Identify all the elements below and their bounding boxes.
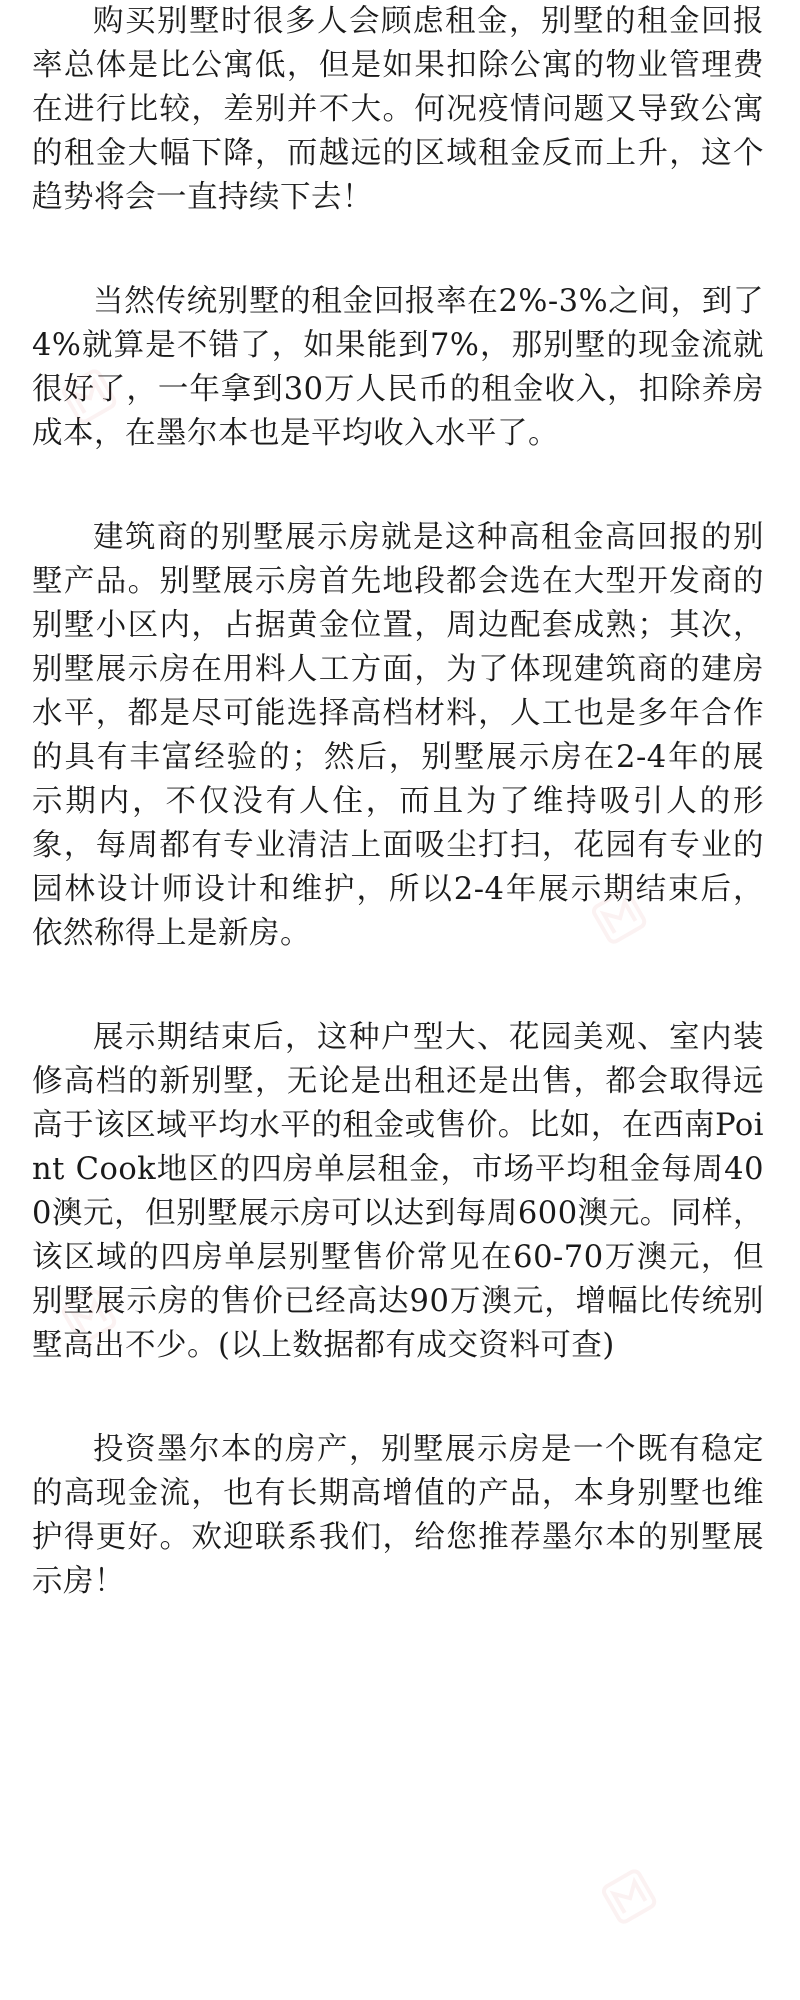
paragraph-rental-yield: 当然传统别墅的租金回报率在2%-3%之间，到了4%就算是不错了，如果能到7%，那别墅的现金流就很好了，一年拿到30万人民币的租金收入，扣除养房成本，在墨尔本也是平均收入水平了。 [32,284,764,451]
paragraph-rental-concern: 购买别墅时很多人会顾虑租金，别墅的租金回报率总体是比公寓低，但是如果扣除公寓的物业管理费在进行比较，差别并不大。何况疫情问题又导致公寓的租金大幅下降，而越远的区域租金反而上升，这个趋势将会一直持续下去！ [32,4,764,215]
paragraph-display-homes: 建筑商的别墅展示房就是这种高租金高回报的别墅产品。别墅展示房首先地段都会选在大型开发商的别墅小区内，占据黄金位置，周边配套成熟；其次，别墅展示房在用料人工方面，为了体现建筑商的建房水平，都是尽可能选择高档材料，人工也是多年合作的具有丰富经验的；然后，别墅展示房在2-4年的展示期内，不仅没有人住，而且为了维持吸引人的形象，每周都有专业清洁上面吸尘打扫，花园有专业的园林设计师设计和维护，所以2-4年展示期结束后，依然称得上是新房。 [32,520,764,951]
paragraph-after-display: 展示期结束后，这种户型大、花园美观、室内装修高档的新别墅，无论是出租还是出售，都会取得远高于该区域平均水平的租金或售价。比如，在西南Point Cook地区的四房单层租金，市场平均租金每周400澳元，但别墅展示房可以达到每周600澳元。同样，该区域的四房单层别墅售价常见在60-70万澳元，但别墅展示房的售价已经高达90万澳元，增幅比传统别墅高出不少。(以上数据都有成交资料可查) [32,1020,764,1363]
paragraph-contact: 投资墨尔本的房产，别墅展示房是一个既有稳定的高现金流，也有长期高增值的产品，本身别墅也维护得更好。欢迎联系我们，给您推荐墨尔本的别墅展示房！ [32,1432,764,1599]
watermark-logo [595,1807,755,1934]
